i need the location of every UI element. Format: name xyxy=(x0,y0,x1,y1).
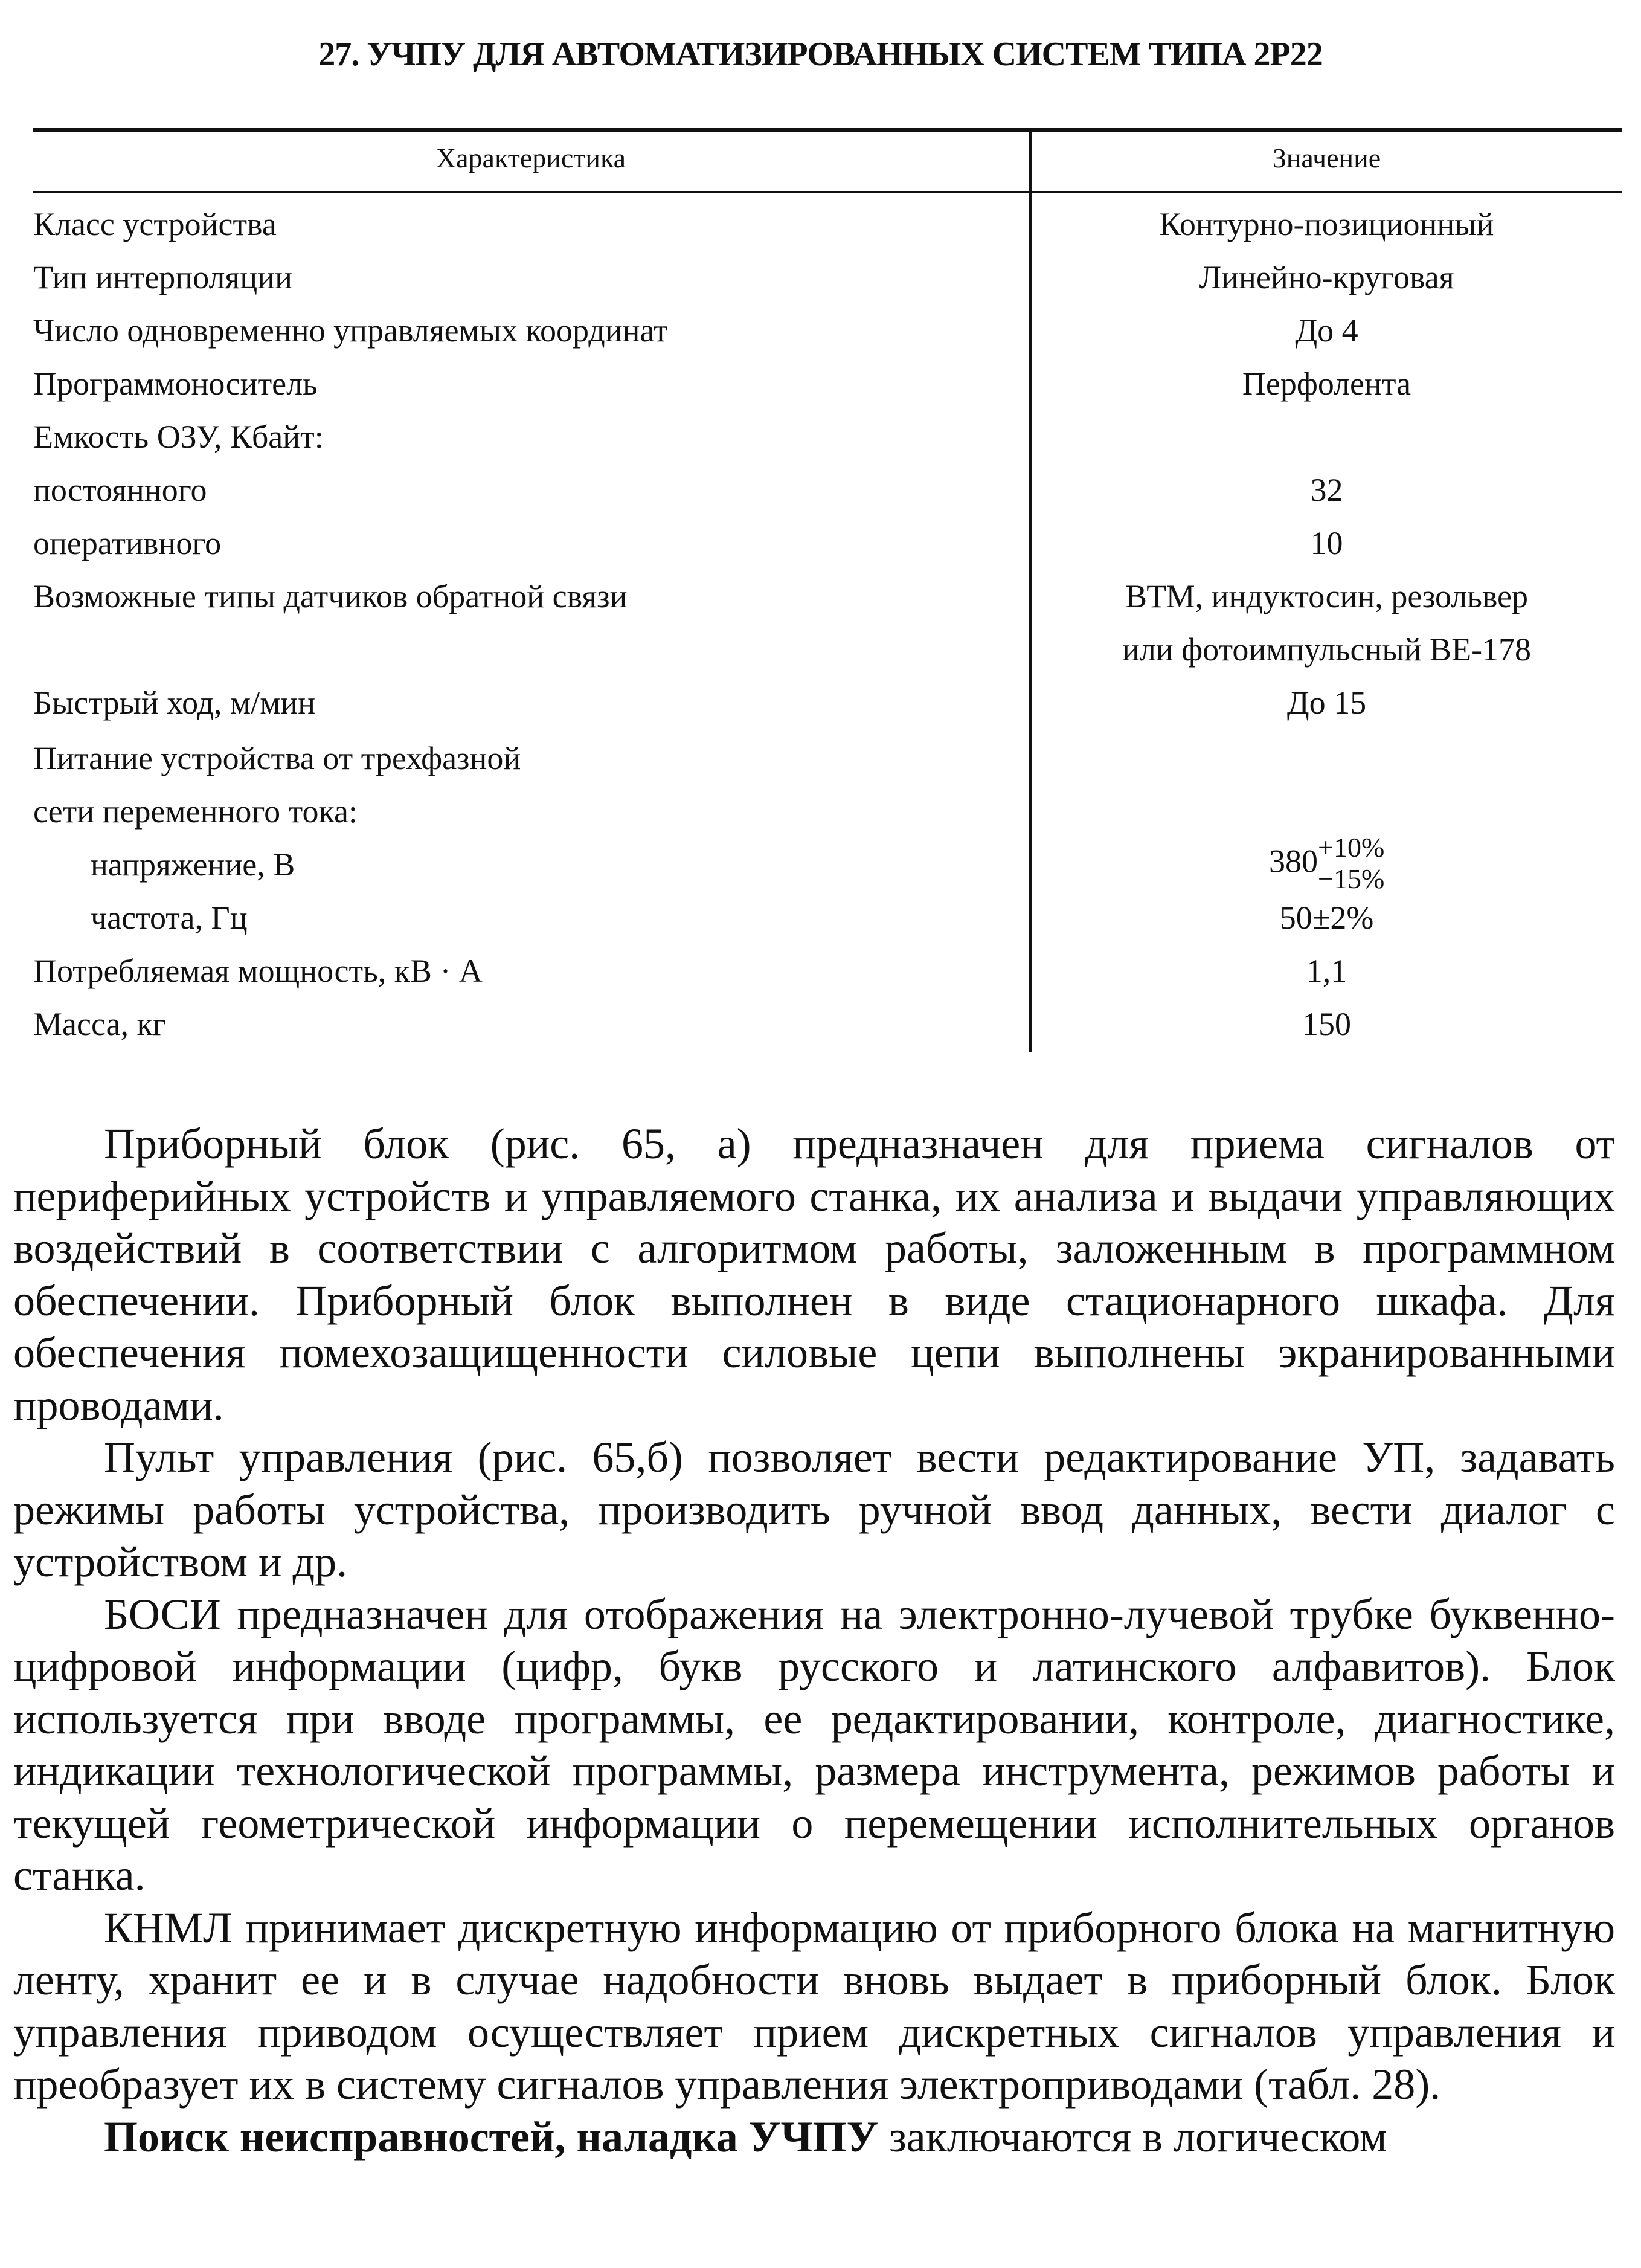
bold-run-in-heading: Поиск неисправностей, наладка УЧПУ xyxy=(104,2112,879,2161)
row-key: напряжение, В xyxy=(91,846,295,883)
row-value-with-tolerance xyxy=(1032,831,1622,898)
row-key: Питание устройства от трехфазной xyxy=(33,740,521,776)
row-value: 150 xyxy=(1302,1006,1351,1042)
paragraph xyxy=(13,2111,1615,2163)
row-value: До 4 xyxy=(1295,312,1358,349)
paragraph-text: заключаются в логическом xyxy=(878,2112,1387,2161)
row-key: Число одновременно управляемых координат xyxy=(33,312,668,349)
paragraph: КНМЛ принимает дискретную информацию от приборного блока на магнитную ленту, хранит ее и в случае надобности вновь выдает в приборный блок. Блок управления приводом осуществляет прием дискретных сигналов управления и преобразует их в систему сигналов управления электроприводами (табл. 28). xyxy=(13,1903,1615,2109)
row-key: сети переменного тока: xyxy=(33,793,358,830)
paragraph: Приборный блок (рис. 65, а) предназначен для приема сигналов от периферийных устройств и управляемого станка, их анализа и выдачи управляющих воздействий в соответствии с алгоритмом работы, заложенным в программном обеспечении. Приборный блок выполнен в виде стационарного шкафа. Для обеспечения помехозащищенности силовые цепи выполнены экранированными проводами. xyxy=(13,1120,1615,1429)
row-value: 1,1 xyxy=(1306,953,1347,989)
table-title: 27. УЧПУ ДЛЯ АВТОМАТИЗИРОВАННЫХ СИСТЕМ ТИПА 2Р22 xyxy=(318,36,1323,73)
row-value: Контурно-позиционный xyxy=(1159,206,1494,242)
table-top-rule xyxy=(33,128,1622,132)
row-value: или фотоимпульсный ВЕ-178 xyxy=(1122,631,1532,668)
row-value: 32 xyxy=(1310,472,1343,508)
row-key: постоянного xyxy=(33,472,207,508)
voltage-value: 380 xyxy=(1269,843,1318,880)
tolerance-plus: +10% xyxy=(1318,832,1385,863)
row-key: Емкость ОЗУ, Кбайт: xyxy=(33,419,324,455)
row-key: Возможные типы датчиков обратной связи xyxy=(33,578,628,614)
row-value: 10 xyxy=(1310,525,1343,561)
paragraph: Пульт управления (рис. 65,б) позволяет вести редактирование УП, задавать режимы работы устройства, производить ручной ввод данных, вести диалог с устройством и др. xyxy=(13,1433,1615,1586)
tolerance xyxy=(1318,831,1384,898)
row-value: ВТМ, индуктосин, резольвер xyxy=(1125,578,1529,614)
row-key: Тип интерполяции xyxy=(33,259,292,295)
row-value: Линейно-круговая xyxy=(1199,259,1454,295)
row-key: Масса, кг xyxy=(33,1006,166,1042)
column-header-value: Значение xyxy=(1272,143,1381,173)
row-value: Перфолента xyxy=(1242,366,1411,402)
tolerance-minus: −15% xyxy=(1318,863,1385,894)
row-key: Быстрый ход, м/мин xyxy=(33,685,316,721)
row-key: Программоноситель xyxy=(33,366,318,402)
row-key: Потребляемая мощность, кВ · А xyxy=(33,953,483,989)
row-key: частота, Гц xyxy=(91,900,248,936)
body-text xyxy=(13,1118,1615,2163)
row-value: 50±2% xyxy=(1279,900,1374,936)
row-value: До 15 xyxy=(1286,685,1367,721)
paragraph: БОСИ предназначен для отображения на электронно-лучевой трубке буквенно-цифровой информации (цифр, букв русского и латинского алфавитов). Блок используется при вводе программы, ее редактировании, контроле, диагностике, индикации технологической программы, размера инструмента, режимов работы и текущей геометрической информации о перемещении исполнительных органов станка. xyxy=(13,1590,1615,1899)
column-header-characteristic: Характеристика xyxy=(435,143,626,173)
table-header-rule xyxy=(33,191,1622,193)
row-key: оперативного xyxy=(33,525,222,561)
row-key: Класс устройства xyxy=(33,206,277,242)
